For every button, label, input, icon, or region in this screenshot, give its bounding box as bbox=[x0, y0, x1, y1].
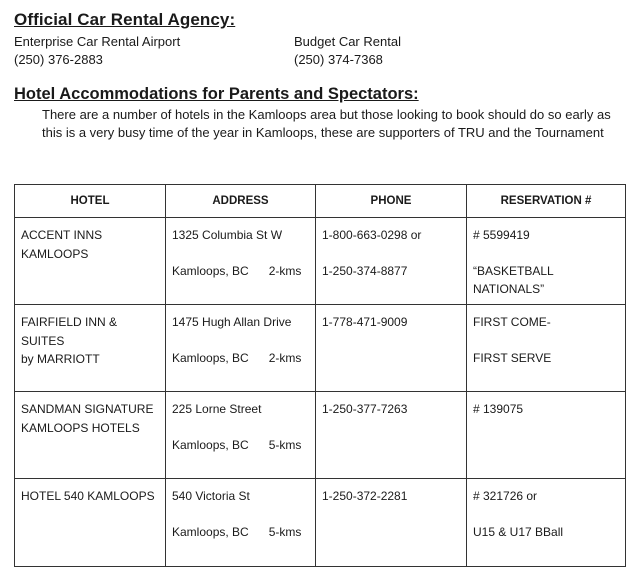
distance: 5-kms bbox=[268, 437, 302, 452]
hotel-table bbox=[14, 184, 626, 567]
rental-agency-budget bbox=[294, 33, 401, 69]
reservation-line: # 321726 or bbox=[473, 489, 538, 503]
hotel-cell bbox=[15, 392, 166, 479]
reservation-line: # 139075 bbox=[473, 402, 524, 416]
agency-phone: (250) 376-2883 bbox=[14, 52, 103, 67]
hotel-name-line: SANDMAN SIGNATURE bbox=[21, 402, 154, 416]
reservation-line: NATIONALS” bbox=[473, 282, 545, 296]
address-cell bbox=[166, 305, 316, 392]
phone-line: 1-800-663-0298 or bbox=[322, 228, 422, 242]
city-line bbox=[172, 523, 309, 542]
hotel-cell bbox=[15, 479, 166, 567]
reservation-line: # 5599419 bbox=[473, 228, 530, 242]
table-row bbox=[15, 305, 626, 392]
reservation-cell bbox=[467, 392, 626, 479]
table-header-row bbox=[15, 185, 626, 218]
address-cell bbox=[166, 392, 316, 479]
phone-cell bbox=[316, 392, 467, 479]
hotel-heading: Hotel Accommodations for Parents and Spectators: bbox=[14, 85, 419, 103]
hotel-cell bbox=[15, 305, 166, 392]
reservation-line: FIRST SERVE bbox=[473, 350, 552, 365]
agency-phone: (250) 374-7368 bbox=[294, 52, 383, 67]
hotel-name-line: FAIRFIELD INN & SUITES bbox=[21, 315, 118, 348]
agency-name: Enterprise Car Rental Airport bbox=[14, 34, 181, 49]
rental-agency-enterprise bbox=[14, 33, 180, 69]
city-line bbox=[172, 262, 309, 281]
agency-name: Budget Car Rental bbox=[294, 34, 401, 49]
phone-cell bbox=[316, 305, 467, 392]
reservation-line: FIRST COME- bbox=[473, 315, 551, 329]
car-rental-heading: Official Car Rental Agency: bbox=[14, 10, 236, 29]
hotel-name-line: KAMLOOPS bbox=[21, 246, 89, 261]
phone-cell bbox=[316, 218, 467, 305]
street: 540 Victoria St bbox=[172, 489, 250, 503]
city: Kamloops, BC bbox=[172, 437, 249, 452]
street: 1325 Columbia St W bbox=[172, 228, 283, 242]
column-header-address: ADDRESS bbox=[166, 185, 316, 218]
phone-line: 1-250-372-2281 bbox=[322, 489, 408, 503]
address-cell bbox=[166, 218, 316, 305]
street: 225 Lorne Street bbox=[172, 402, 262, 416]
phone-line: 1-778-471-9009 bbox=[322, 315, 408, 329]
address-cell bbox=[166, 479, 316, 567]
reservation-cell bbox=[467, 218, 626, 305]
city: Kamloops, BC bbox=[172, 263, 249, 278]
phone-line: 1-250-374-8877 bbox=[322, 263, 408, 278]
table-row bbox=[15, 218, 626, 305]
hotel-cell bbox=[15, 218, 166, 305]
phone-cell bbox=[316, 479, 467, 567]
column-header-phone: PHONE bbox=[316, 185, 467, 218]
street: 1475 Hugh Allan Drive bbox=[172, 315, 292, 329]
city-line bbox=[172, 436, 309, 455]
hotel-name-line: KAMLOOPS HOTELS bbox=[21, 420, 140, 435]
column-header-reservation: RESERVATION # bbox=[467, 185, 626, 218]
phone-line: 1-250-377-7263 bbox=[322, 402, 408, 416]
city: Kamloops, BC bbox=[172, 350, 249, 365]
hotel-name-line: by MARRIOTT bbox=[21, 352, 100, 366]
table-row bbox=[15, 479, 626, 567]
hotel-name-line: ACCENT INNS bbox=[21, 228, 103, 242]
hotel-name-line: HOTEL 540 KAMLOOPS bbox=[21, 489, 155, 503]
table-row bbox=[15, 392, 626, 479]
reservation-cell bbox=[467, 305, 626, 392]
city-line bbox=[172, 349, 309, 368]
distance: 2-kms bbox=[268, 350, 302, 365]
reservation-line: “BASKETBALL bbox=[473, 263, 554, 278]
city: Kamloops, BC bbox=[172, 524, 249, 539]
reservation-line: U15 & U17 BBall bbox=[473, 524, 564, 539]
column-header-hotel: HOTEL bbox=[15, 185, 166, 218]
distance: 2-kms bbox=[268, 263, 302, 278]
hotel-intro-paragraph: There are a number of hotels in the Kamloops area but those looking to book should do so early as this is a very busy time of the year in Kamloops, these are supporters of TRU and the Tournament bbox=[42, 107, 611, 140]
reservation-cell bbox=[467, 479, 626, 567]
distance: 5-kms bbox=[268, 524, 302, 539]
